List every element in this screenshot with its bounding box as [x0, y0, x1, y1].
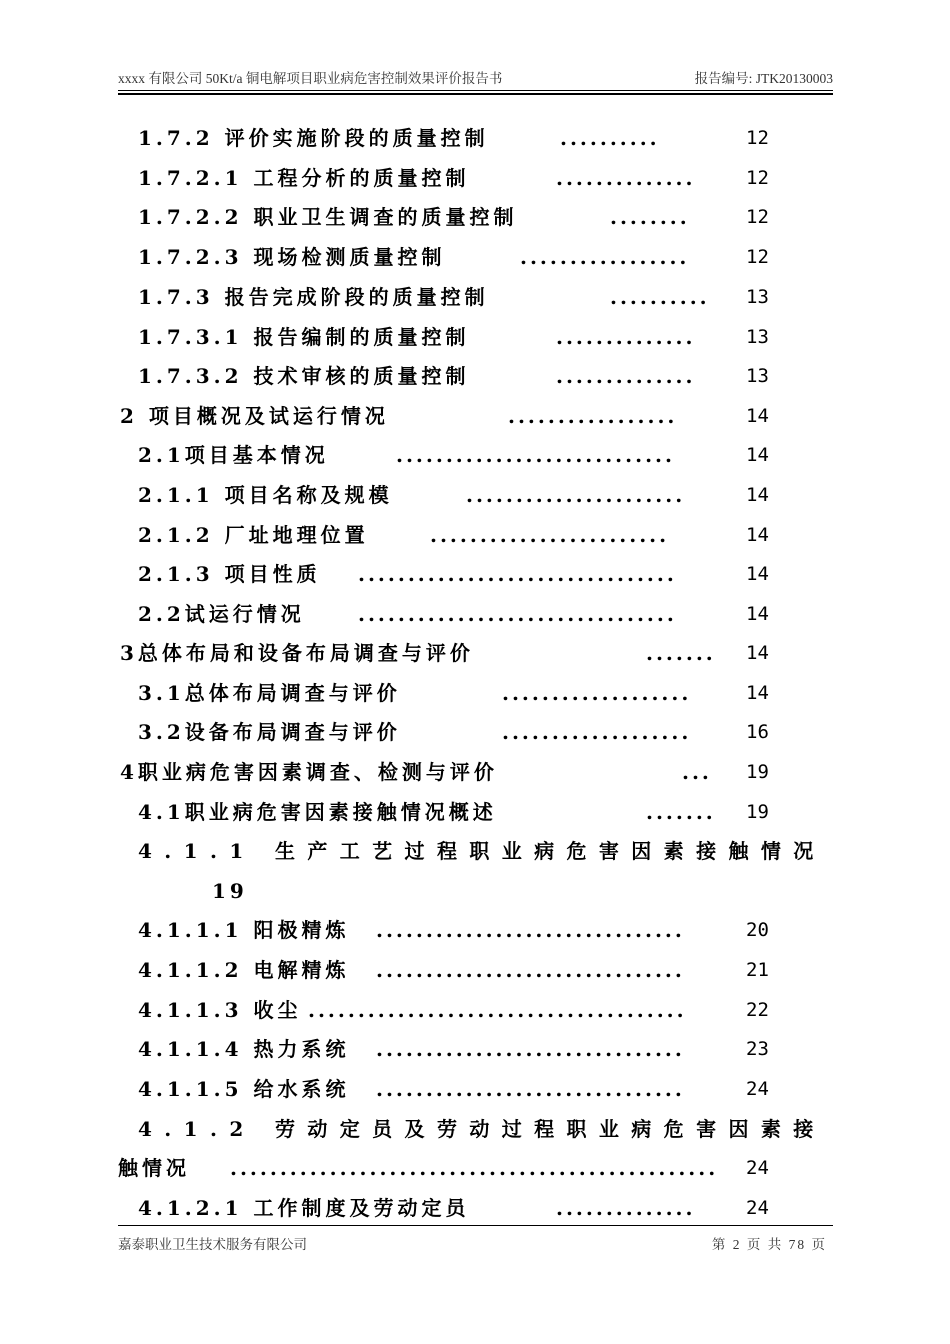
toc-entry-page: 14	[746, 682, 769, 704]
toc-entry-label: 19	[212, 879, 248, 903]
toc-entry-label: 3.2设备布局调查与评价	[138, 720, 401, 744]
toc-entry-leader: ......................................	[308, 998, 687, 1022]
toc-entry-label: 2.1项目基本情况	[138, 443, 329, 467]
toc-entry-leader: .................................................	[230, 1156, 719, 1180]
toc-entry-label: 2.1.2 厂址地理位置	[138, 523, 369, 547]
toc-entry-page: 14	[746, 524, 769, 546]
toc-entry-page: 13	[746, 365, 769, 387]
toc-entry-leader: ..........	[610, 285, 710, 309]
toc-entry-label: 4职业病危害因素调查、检测与评价	[120, 760, 498, 784]
toc-entry-label: 4.1.1.4 热力系统	[138, 1037, 350, 1061]
toc-entry-page: 14	[746, 603, 769, 625]
toc-entry-page: 13	[746, 326, 769, 348]
toc-entry-leader: ...	[682, 760, 712, 784]
toc-entry-label: 4.1职业病危害因素接触情况概述	[138, 800, 497, 824]
toc-entry-leader: ............................	[396, 443, 675, 467]
toc-entry[interactable]	[138, 200, 830, 234]
toc-entry[interactable]	[120, 636, 830, 670]
toc-entry-leader: ..............	[556, 166, 696, 190]
toc-entry-label: 1.7.3.1 报告编制的质量控制	[138, 325, 470, 349]
toc-entry-label: 4.1.1 生产工艺过程职业病危害因素接触情况	[138, 839, 826, 863]
toc-entry-label: 4.1.1.3 收尘	[138, 998, 302, 1022]
toc-entry[interactable]	[138, 438, 830, 472]
toc-entry[interactable]	[138, 240, 830, 274]
toc-entry-label: 4.1.1.2 电解精炼	[138, 958, 350, 982]
toc-entry-page: 20	[746, 919, 769, 941]
toc-entry[interactable]	[138, 1032, 830, 1066]
page-number: 第 2 页 共 78 页	[711, 1237, 827, 1252]
toc-entry-label: 1.7.2 评价实施阶段的质量控制	[138, 126, 489, 150]
toc-entry-label: 4.1.1.1 阳极精炼	[138, 918, 350, 942]
toc-entry-page: 14	[746, 405, 769, 427]
toc-entry[interactable]	[138, 320, 830, 354]
toc-entry-leader: ..............	[556, 364, 696, 388]
toc-entry[interactable]	[138, 557, 830, 591]
toc-entry[interactable]	[138, 1191, 830, 1225]
toc-entry[interactable]	[138, 834, 830, 868]
toc-entry-page: 21	[746, 959, 769, 981]
toc-entry-label: 1.7.3.2 技术审核的质量控制	[138, 364, 470, 388]
toc-entry-label: 2.2试运行情况	[138, 602, 305, 626]
toc-entry-label: 2 项目概况及试运行情况	[120, 404, 389, 428]
toc-entry[interactable]	[138, 1112, 830, 1146]
toc-entry-label: 2.1.1 项目名称及规模	[138, 483, 393, 507]
toc-entry-page: 19	[746, 801, 769, 823]
toc-entry[interactable]	[138, 280, 830, 314]
toc-entry-page: 22	[746, 999, 769, 1021]
toc-entry-leader: ........................	[430, 523, 670, 547]
toc-entry-leader: ..............	[556, 325, 696, 349]
toc-entry-label: 4.1.2 劳动定员及劳动过程职业病危害因素接	[138, 1117, 826, 1141]
toc-entry-page: 12	[746, 127, 769, 149]
toc-entry[interactable]	[138, 953, 830, 987]
page-footer	[118, 1225, 833, 1256]
toc-entry[interactable]	[138, 715, 830, 749]
toc-entry-page: 24	[746, 1197, 769, 1219]
toc-entry-label: 1.7.2.2 职业卫生调查的质量控制	[138, 205, 518, 229]
toc-entry-leader: .......	[646, 800, 716, 824]
toc-entry[interactable]	[138, 1072, 830, 1106]
toc-entry[interactable]	[138, 676, 830, 710]
document-title: xxxx 有限公司 50Kt/a 铜电解项目职业病危害控制效果评价报告书	[118, 71, 503, 86]
toc-entry-label: 触情况	[118, 1156, 190, 1180]
toc-entry-leader: ...................	[502, 681, 692, 705]
toc-entry-page: 14	[746, 484, 769, 506]
toc-entry-leader: .......	[646, 641, 716, 665]
company-name: 嘉泰职业卫生技术服务有限公司	[118, 1237, 307, 1252]
toc-entry-leader: ..........	[560, 126, 660, 150]
toc-entry-leader: ...............................	[376, 918, 685, 942]
toc-entry[interactable]	[118, 1151, 830, 1185]
toc-entry-label: 4.1.2.1 工作制度及劳动定员	[138, 1196, 470, 1220]
toc-entry-leader: ...............................	[376, 958, 685, 982]
toc-entry-leader: ...............................	[376, 1037, 685, 1061]
toc-entry[interactable]	[120, 399, 830, 433]
toc-entry-page: 23	[746, 1038, 769, 1060]
toc-entry-label: 1.7.2.1 工程分析的质量控制	[138, 166, 470, 190]
toc-entry[interactable]	[138, 518, 830, 552]
toc-entry[interactable]	[138, 795, 830, 829]
toc-entry-page: 16	[746, 721, 769, 743]
toc-entry[interactable]	[138, 359, 830, 393]
toc-entry-page: 24	[746, 1078, 769, 1100]
toc-entry-leader: ................................	[358, 562, 677, 586]
toc-entry-leader: ........	[610, 205, 690, 229]
toc-entry-page: 19	[746, 761, 769, 783]
toc-entry-label: 2.1.3 项目性质	[138, 562, 321, 586]
toc-entry-leader: .................	[508, 404, 678, 428]
toc-entry-label: 1.7.2.3 现场检测质量控制	[138, 245, 446, 269]
toc-entry-page: 14	[746, 444, 769, 466]
toc-entry[interactable]	[138, 993, 830, 1027]
toc-entry-page: 12	[746, 167, 769, 189]
toc-entry-leader: ...............................	[376, 1077, 685, 1101]
toc-entry-leader: ..............	[556, 1196, 696, 1220]
toc-entry-label: 3.1总体布局调查与评价	[138, 681, 401, 705]
toc-entry-leader: ................................	[358, 602, 677, 626]
report-number: 报告编号: JTK20130003	[694, 71, 833, 86]
toc-entry[interactable]	[138, 121, 830, 155]
toc-entry[interactable]	[138, 597, 830, 631]
toc-entry-label: 1.7.3 报告完成阶段的质量控制	[138, 285, 489, 309]
toc-entry[interactable]	[138, 913, 830, 947]
toc-entry[interactable]	[212, 874, 830, 908]
toc-entry[interactable]	[138, 161, 830, 195]
toc-entry-page: 24	[746, 1157, 769, 1179]
toc-entry-page: 13	[746, 286, 769, 308]
toc-entry-page: 12	[746, 246, 769, 268]
toc-entry-page: 12	[746, 206, 769, 228]
toc-entry-leader: ...................	[502, 720, 692, 744]
toc-entry[interactable]	[120, 755, 830, 789]
toc-entry[interactable]	[138, 478, 830, 512]
toc-entry-page: 14	[746, 563, 769, 585]
toc-entry-leader: .................	[520, 245, 690, 269]
toc-entry-page: 14	[746, 642, 769, 664]
toc-entry-leader: ......................	[466, 483, 686, 507]
toc-entry-label: 4.1.1.5 给水系统	[138, 1077, 350, 1101]
toc-entry-label: 3总体布局和设备布局调查与评价	[120, 641, 474, 665]
